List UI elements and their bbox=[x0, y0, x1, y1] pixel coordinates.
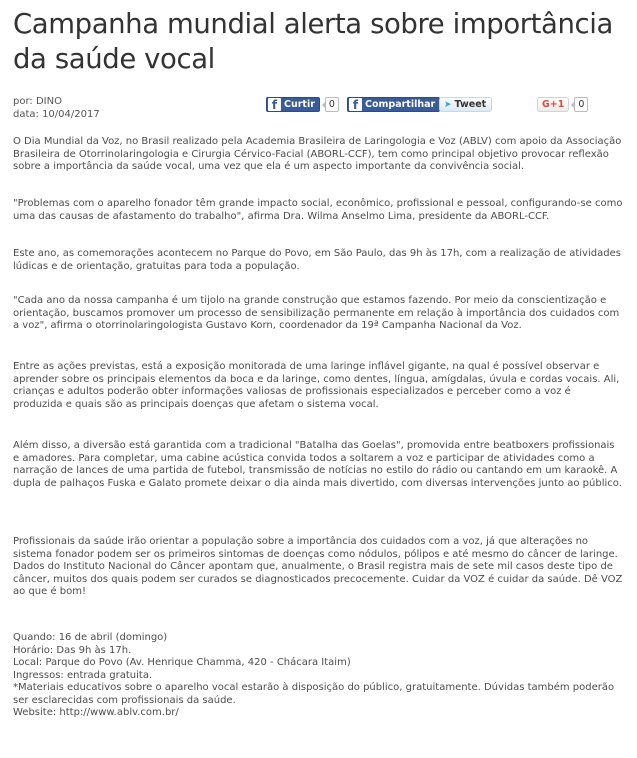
tweet-label: Tweet bbox=[454, 99, 487, 110]
facebook-share-label: Compartilhar bbox=[365, 99, 436, 110]
google-plus-icon: G+1 bbox=[542, 99, 565, 110]
article-author: por: DINO bbox=[13, 96, 62, 107]
article-paragraph: Profissionais da saúde irão orientar a população sobre a importância dos cuidados com a voz, já que alterações no sistema fonador podem ser os primeiros sintomas de doenças como nódulos, pólipos e até mesmo do câncer de laringe. Dados do Instituto Nacional do Câncer apontam que, anualmente, o Brasil registra mais de sete mil casos deste tipo de câncer, muitos dos quais podem ser curados se diagnosticados precocemente. Cuidar da VOZ é cuidar da saúde. Dê VOZ ao que é bom! bbox=[13, 536, 623, 597]
article-paragraph: O Dia Mundial da Voz, no Brasil realizado pela Academia Brasileira de Laringologia e Voz (ABLV) com apoio da Associação Brasileira de Otorrinolaringologia e Cirurgia Cérvico-Facial (ABORL-CCF), tem como principal objetivo provocar reflexão sobre a importância da saúde vocal, uma vez que ela é um aspecto importante da convivência social. bbox=[13, 136, 622, 172]
google-plus-button[interactable] bbox=[537, 97, 569, 112]
event-tickets: Ingressos: entrada gratuita. bbox=[13, 669, 153, 681]
facebook-like-button[interactable] bbox=[266, 97, 320, 112]
website-link[interactable]: Website: http://www.ablv.com.br/ bbox=[13, 707, 179, 718]
event-when: Quando: 16 de abril (domingo) bbox=[13, 632, 168, 643]
article-date: data: 10/04/2017 bbox=[13, 108, 100, 120]
event-website[interactable] bbox=[13, 707, 623, 720]
article-body bbox=[13, 136, 623, 174]
facebook-icon: f bbox=[349, 98, 362, 111]
article-paragraph: Além disso, a diversão está garantida com a tradicional "Batalha das Goelas", promovida entre beatboxers profissionais e amadores. Para completar, uma cabine acústica convida todos a soltarem a voz e participar de atividades como a narração de lances de uma partida de futebol, transmissão de notícias no estilo do rádio ou cantando em um karaokê. A dupla de palhaços Fuska e Galato promete deixar o dia ainda mais divertido, com diversas intervenções junto ao público. bbox=[13, 440, 622, 489]
facebook-share-button[interactable] bbox=[347, 97, 440, 112]
twitter-widget bbox=[439, 96, 492, 113]
article-paragraph: Entre as ações previstas, está a exposição monitorada de uma laringe inflável gigante, na qual é possível observar e aprender sobre os principais elementos da boca e da laringe, como dentes, língua, amígdalas, úvula e cordas vocais. Ali, crianças e adultos poderão obter informações valiosas de profissionais especializados e perceber como a voz é produzida e quais são as principais doenças que afetam o sistema vocal. bbox=[13, 361, 620, 410]
article-paragraph: Este ano, as comemorações acontecem no Parque do Povo, em São Paulo, das 9h às 17h, com a realização de atividades lúdicas e de orientação, gratuitas para toda a população. bbox=[13, 248, 621, 272]
article-body bbox=[13, 440, 623, 490]
article-paragraph: "Problemas com o aparelho fonador têm grande impacto social, econômico, profissional e pessoal, configurando-se como uma das causas de afastamento do trabalho", afirma Dra. Wilma Anselmo Lima, presidente da ABORL-CCF. bbox=[13, 198, 623, 222]
article-body bbox=[13, 361, 623, 411]
article-body bbox=[13, 295, 623, 333]
facebook-like-widget bbox=[266, 96, 339, 113]
article-title: Campanha mundial alerta sobre importância da saúde vocal bbox=[13, 8, 613, 75]
twitter-bird-icon: ➤ bbox=[444, 99, 452, 110]
article-body bbox=[13, 248, 623, 273]
facebook-icon: f bbox=[268, 98, 281, 111]
google-plus-count: 0 bbox=[574, 97, 588, 112]
article-meta bbox=[13, 96, 100, 121]
event-info bbox=[13, 632, 623, 720]
event-hours: Horário: Das 9h às 17h. bbox=[13, 644, 132, 656]
article-body bbox=[13, 536, 623, 599]
google-plus-widget bbox=[537, 96, 588, 113]
article-body bbox=[13, 198, 623, 223]
article-paragraph: "Cada ano da nossa campanha é um tijolo na grande construção que estamos fazendo. Por meio da conscientização e orientação, buscamos promover um processo de sensibilização permanente em relação à importância dos cuidados com a voz", afirma o otorrinolaringologista Gustavo Korn, coordenador da 19ª Campanha Nacional da Voz. bbox=[13, 295, 620, 331]
tweet-button[interactable] bbox=[439, 97, 492, 112]
event-note: *Materiais educativos sobre o aparelho vocal estarão à disposição do público, gratuitamente. Dúvidas também poderão ser esclarecidas com profissionais da saúde. bbox=[13, 682, 615, 706]
facebook-like-label: Curtir bbox=[284, 99, 315, 110]
facebook-like-count: 0 bbox=[325, 97, 339, 112]
event-place: Local: Parque do Povo (Av. Henrique Chamma, 420 - Chácara Itaim) bbox=[13, 657, 351, 668]
facebook-share-widget bbox=[347, 96, 440, 113]
